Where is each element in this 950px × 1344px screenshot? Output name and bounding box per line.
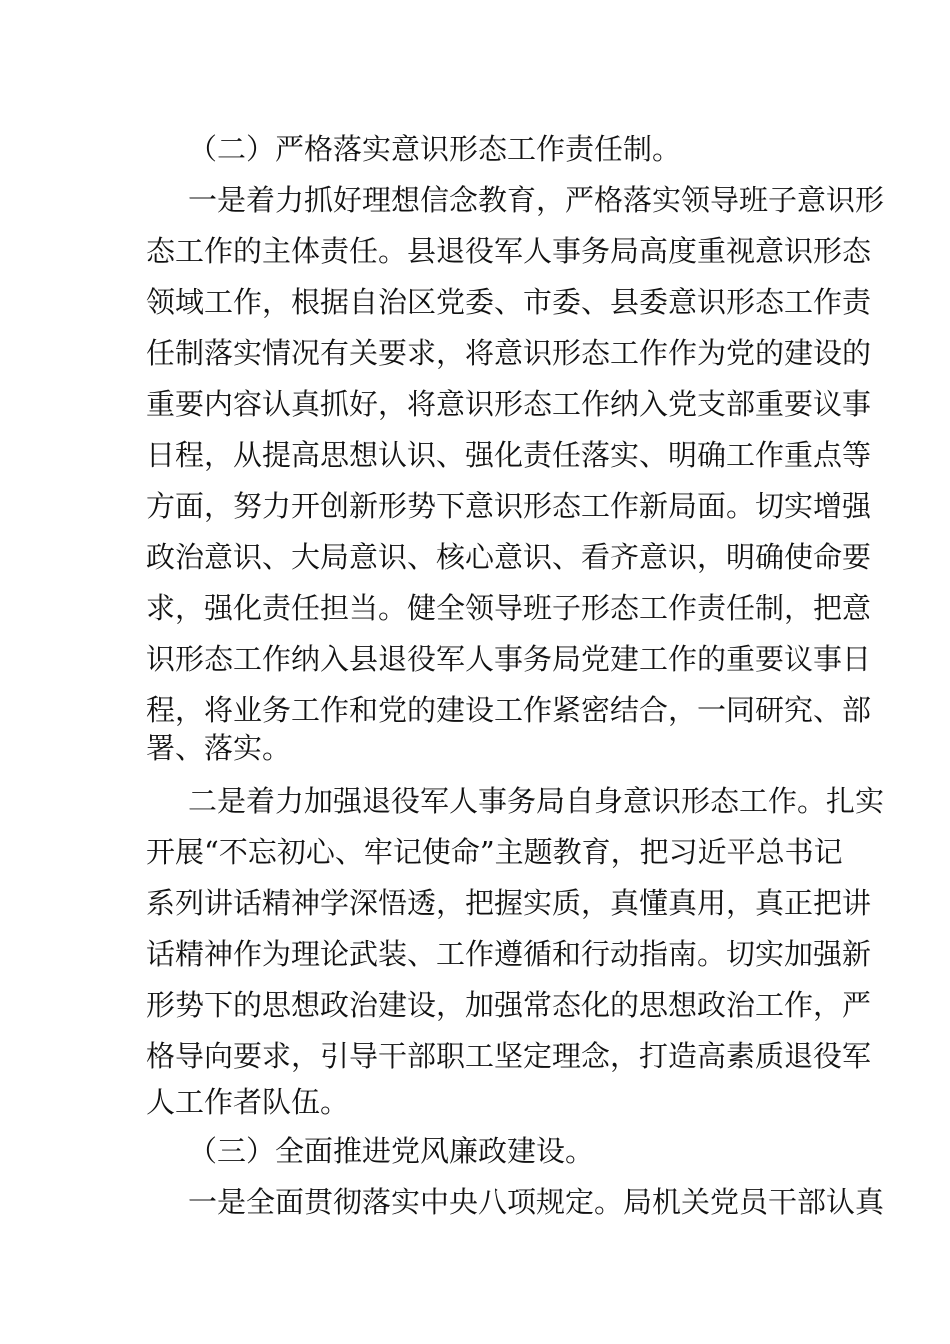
paragraph-line: 开展“不忘初心、牢记使命”主题教育，把习近平总书记: [146, 835, 843, 869]
paragraph-line: 二是着力加强退役军人事务局自身意识形态工作。扎实: [188, 784, 885, 818]
paragraph-line: 系列讲话精神学深悟透，把握实质，真懂真用，真正把讲: [146, 886, 872, 920]
paragraph-line: 话精神作为理论武装、工作遵循和行动指南。切实加强新: [146, 937, 872, 971]
paragraph-line: 形势下的思想政治建设，加强常态化的思想政治工作，严: [146, 988, 872, 1022]
paragraph-line: 日程，从提高思想认识、强化责任落实、明确工作重点等: [146, 438, 872, 472]
paragraph-line: 一是着力抓好理想信念教育，严格落实领导班子意识形: [188, 183, 885, 217]
paragraph-line: 格导向要求，引导干部职工坚定理念，打造高素质退役军: [146, 1039, 872, 1073]
section-heading-2: （二）严格落实意识形态工作责任制。: [188, 132, 682, 166]
paragraph-line: 一是全面贯彻落实中央八项规定。局机关党员干部认真: [188, 1185, 885, 1219]
paragraph-line: 政治意识、大局意识、核心意识、看齐意识，明确使命要: [146, 540, 872, 574]
paragraph-line: 人工作者队伍。: [146, 1085, 350, 1119]
paragraph-line: 程，将业务工作和党的建设工作紧密结合，一同研究、部: [146, 693, 872, 727]
paragraph-line: 任制落实情况有关要求，将意识形态工作作为党的建设的: [146, 336, 872, 370]
paragraph-line: 方面，努力开创新形势下意识形态工作新局面。切实增强: [146, 489, 872, 523]
paragraph-line: 领域工作，根据自治区党委、市委、县委意识形态工作责: [146, 285, 872, 319]
paragraph-line: 态工作的主体责任。县退役军人事务局高度重视意识形态: [146, 234, 872, 268]
paragraph-line: 署、落实。: [146, 731, 292, 765]
paragraph-line: 重要内容认真抓好，将意识形态工作纳入党支部重要议事: [146, 387, 872, 421]
paragraph-line: 识形态工作纳入县退役军人事务局党建工作的重要议事日: [146, 642, 872, 676]
section-heading-3: （三）全面推进党风廉政建设。: [188, 1134, 595, 1168]
paragraph-line: 求，强化责任担当。健全领导班子形态工作责任制，把意: [146, 591, 872, 625]
